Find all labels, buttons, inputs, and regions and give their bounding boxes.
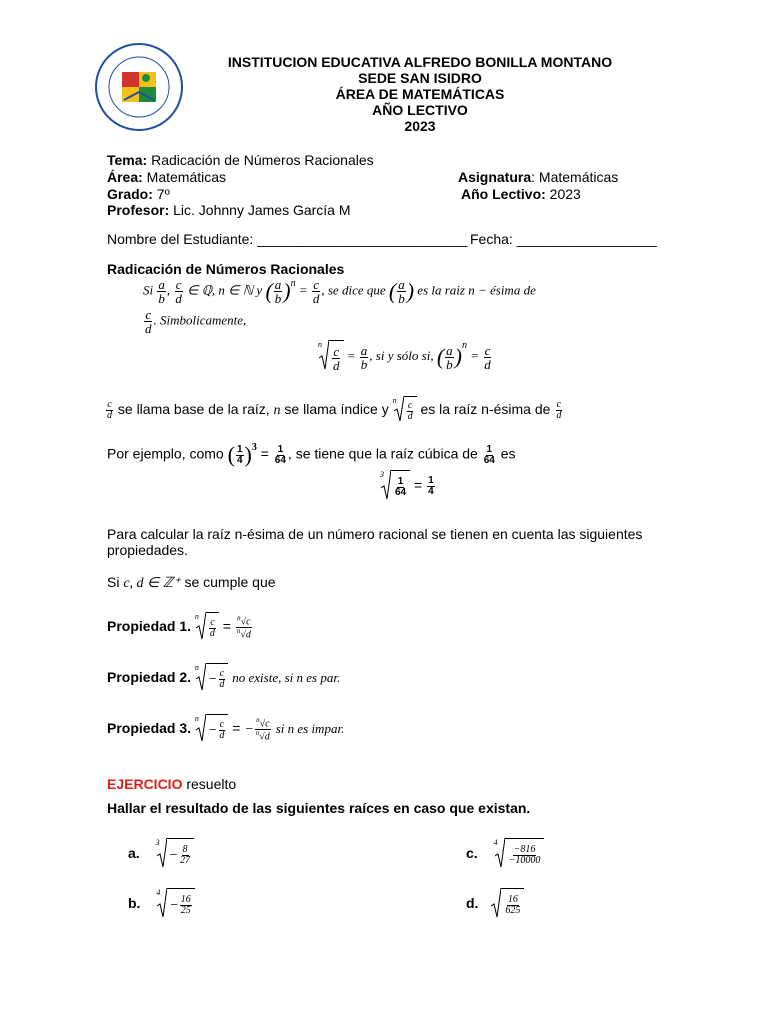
tema-line: Tema: Radicación de Números Racionales: [107, 152, 374, 168]
grado-line: Grado: 7º: [107, 186, 170, 202]
definition-line-2: $\frac{c}{d}$ . Simbolicamente,: [145, 307, 247, 336]
exercise-heading: EJERCICIO resuelto: [107, 776, 237, 792]
branch-name: SEDE SAN ISIDRO: [358, 70, 482, 86]
student-name-field[interactable]: Nombre del Estudiante: ___________________________: [107, 231, 468, 247]
definition-line: Si $\frac{a}{b}$ , $\frac{c}{d}$ ∈ ℚ, n ∈ ℕ y ( $\frac{a}{b}$ )$^n$ = $\frac{c}{d}$ , se dice que ( $\frac{a}{b}$ ) es la raiz n − ésima de: [143, 277, 536, 306]
exercise-item-b: b. 4 − $\frac{16}{25}$: [128, 888, 195, 921]
example-result: 3 $\frac{1}{64}$ = $\frac{1}{4}$: [380, 470, 436, 503]
exercise-item-a: a. 3 − $\frac{8}{27}$: [128, 838, 194, 871]
anio-line: Año Lectivo: 2023: [461, 186, 581, 202]
year-label: AÑO LECTIVO: [372, 102, 468, 118]
definition-formula: n $\frac{c}{d}$ = $\frac{a}{b}$ , si y sólo si, ( $\frac{a}{b}$ )$^n$ = $\frac{c}{d}$: [318, 340, 491, 373]
area-name: ÁREA DE MATEMÁTICAS: [335, 86, 505, 102]
example-sentence: Por ejemplo, como ( $\frac{1}{4}$ )$^3$ = $\frac{1}{64}$ , se tiene que la raíz cúbica de $\frac{1}{64}$ es: [107, 442, 516, 467]
school-name: INSTITUCION EDUCATIVA ALFREDO BONILLA MONTANO: [227, 54, 613, 70]
base-sentence: $\frac{c}{d}$ se llama base de la raíz, n se llama índice y n $\frac{c}{d}$ es la raíz n-ésima de $\frac{c}{d}$: [105, 396, 563, 425]
section-title: Radicación de Números Racionales: [107, 261, 345, 277]
property-2: Propiedad 2. n − $\frac{c}{d}$ no existe, si n es par.: [107, 663, 340, 694]
intro-paragraph: Para calcular la raíz n-ésima de un número racional se tienen en cuenta las siguientes propiedades.: [107, 526, 643, 558]
exercise-instruction: Hallar el resultado de las siguientes raíces en caso que existan.: [107, 800, 531, 816]
condition-line: Si c, d ∈ ℤ⁺ se cumple que: [107, 574, 276, 591]
property-1: Propiedad 1. n $\frac{c}{d}$ = $\frac{^n√c}{^n√d}$: [107, 612, 253, 643]
exercise-item-c: c. 4 $\frac{-816}{-10000}$: [466, 838, 544, 871]
property-3: Propiedad 3. n − $\frac{c}{d}$ = − $\frac{^n√c}{^n√d}$ si n es impar.: [107, 714, 344, 745]
date-field[interactable]: Fecha: __________________: [470, 231, 657, 247]
exercise-item-d: d. $\frac{16}{625}$: [466, 888, 524, 921]
year-value: 2023: [404, 118, 436, 134]
area-line: Área: Matemáticas: [107, 169, 227, 185]
profesor-line: Profesor: Lic. Johnny James García M: [107, 202, 351, 218]
asignatura-line: Asignatura: Matemáticas: [458, 169, 619, 185]
